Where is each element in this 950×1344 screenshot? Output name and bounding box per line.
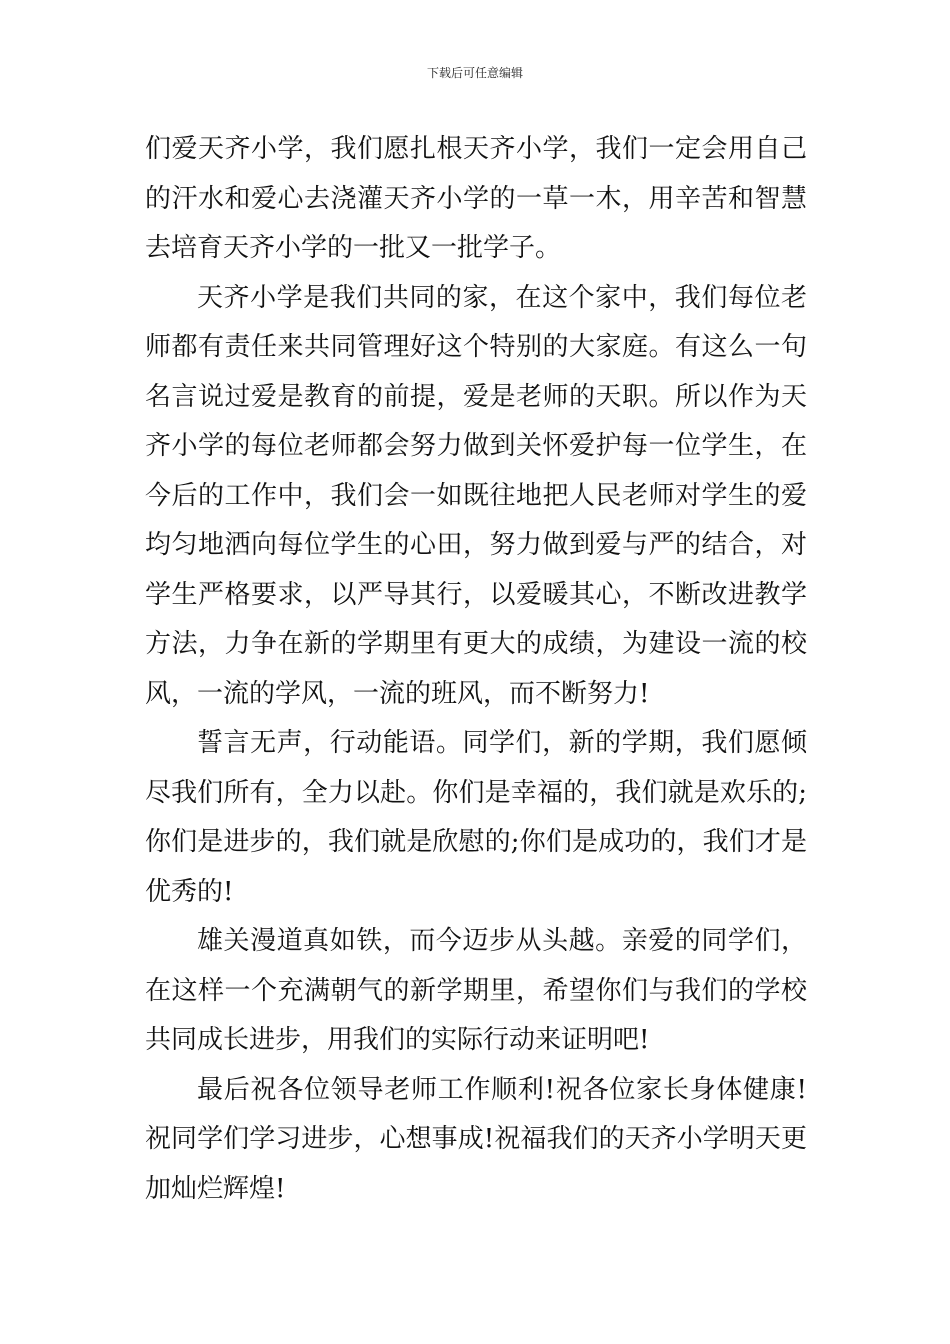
paragraph-2: 天齐小学是我们共同的家，在这个家中，我们每位老师都有责任来共同管理好这个特别的大家庭。有这么一句名言说过爱是教育的前提，爱是老师的天职。所以作为天齐小学的每位老师都会努力做到关怀爱护每一位学生，在今后的工作中，我们会一如既往地把人民老师对学生的爱均匀地洒向每位学生的心田，努力做到爱与严的结合，对学生严格要求，以严导其行，以爱暖其心，不断改进教学方法，力争在新的学期里有更大的成绩，为建设一流的校风，一流的学风，一流的班风，而不断努力! [145,282,807,709]
document-body [145,125,807,1214]
paragraph-1: 们爱天齐小学，我们愿扎根天齐小学，我们一定会用自己的汗水和爱心去浇灌天齐小学的一草一木，用辛苦和智慧去培育天齐小学的一批又一批学子。 [145,134,807,263]
paragraph-5: 最后祝各位领导老师工作顺利!祝各位家长身体健康!祝同学们学习进步，心想事成!祝福我们的天齐小学明天更加灿烂辉煌! [145,1074,807,1204]
paragraph-4: 雄关漫道真如铁，而今迈步从头越。亲爱的同学们，在这样一个充满朝气的新学期里，希望你们与我们的学校共同成长进步，用我们的实际行动来证明吧! [145,926,807,1055]
paragraph-3: 誓言无声，行动能语。同学们，新的学期，我们愿倾尽我们所有，全力以赴。你们是幸福的，我们就是欢乐的;你们是进步的，我们就是欣慰的;你们是成功的，我们才是优秀的! [145,728,807,907]
page-header-note: 下载后可任意编辑 [426,66,523,80]
